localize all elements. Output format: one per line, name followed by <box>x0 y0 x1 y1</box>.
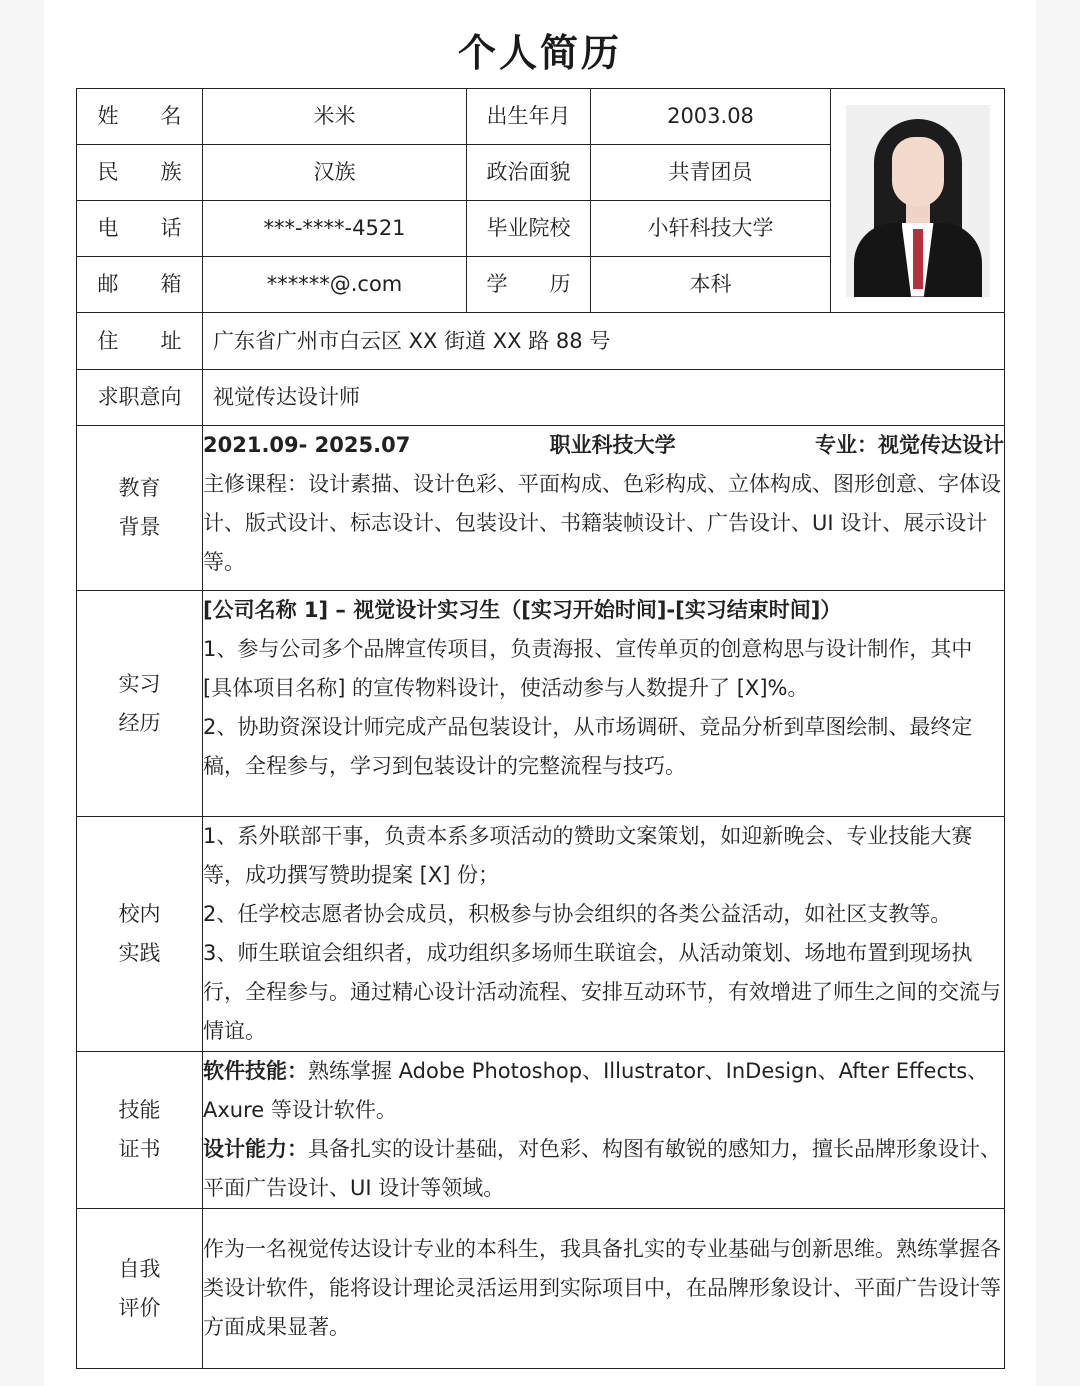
internship-label <box>77 591 203 817</box>
political-value: 共青团员 <box>591 145 831 201</box>
intent-value: 视觉传达设计师 <box>203 370 1005 426</box>
political-label: 政治面貌 <box>467 145 591 201</box>
resume-table <box>76 88 1005 1369</box>
internship-header: [公司名称 1] – 视觉设计实习生（[实习开始时间]-[实习结束时间]） <box>203 598 842 622</box>
birth-value: 2003.08 <box>591 89 831 145</box>
internship-label-line-1: 实习 <box>118 671 161 696</box>
ethnic-value: 汉族 <box>203 145 467 201</box>
table-row <box>77 817 1005 1052</box>
campus-item-1: 1、系外联部干事，负责本系多项活动的赞助文案策划，如迎新晚会、专业技能大赛等，成功撰写赞助提案 [X] 份； <box>203 824 973 887</box>
design-skills-text: 具备扎实的设计基础，对色彩、构图有敏锐的感知力，擅长品牌形象设计、平面广告设计、UI 设计等领域。 <box>203 1137 1001 1200</box>
design-skills <box>203 1130 1004 1208</box>
software-skills <box>203 1052 1004 1130</box>
birth-label: 出生年月 <box>467 89 591 145</box>
self-eval-label-line-1: 自我 <box>118 1256 161 1281</box>
campus-content <box>203 817 1005 1052</box>
photo-face <box>892 137 944 207</box>
table-row <box>77 1052 1005 1209</box>
table-row <box>77 591 1005 817</box>
degree-label: 学 历 <box>467 257 591 313</box>
campus-item-2: 2、任学校志愿者协会成员，积极参与协会组织的各类公益活动，如社区支教等。 <box>203 902 952 926</box>
campus-label-line-1: 校内 <box>118 902 161 926</box>
software-skills-text: 熟练掌握 Adobe Photoshop、Illustrator、InDesign、After Effects、Axure 等设计软件。 <box>203 1059 989 1122</box>
table-row <box>77 370 1005 426</box>
education-header <box>203 426 1004 465</box>
campus-item-3: 3、师生联谊会组织者，成功组织多场师生联谊会，从活动策划、场地布置到现场执行，全程参与。通过精心设计活动流程、安排互动环节，有效增进了师生之间的交流与情谊。 <box>203 941 1001 1043</box>
self-eval-label <box>77 1209 203 1369</box>
table-row <box>77 89 1005 145</box>
education-label-line-2: 背景 <box>118 515 161 539</box>
address-value: 广东省广州市白云区 XX 街道 XX 路 88 号 <box>203 313 1005 370</box>
phone-value: ***-****-4521 <box>203 201 467 257</box>
campus-label-line-2: 实践 <box>118 941 161 965</box>
internship-item-1: 1、参与公司多个品牌宣传项目，负责海报、宣传单页的创意构思与设计制作，其中 [具体项目名称] 的宣传物料设计，使活动参与人数提升了 [X]%。 <box>203 637 973 700</box>
school-value: 小轩科技大学 <box>591 201 831 257</box>
email-value: ******@.com <box>203 257 467 313</box>
skills-label-line-1: 技能 <box>118 1098 161 1122</box>
intent-label: 求职意向 <box>77 370 203 426</box>
education-school: 职业科技大学 <box>549 433 676 457</box>
skills-label <box>77 1052 203 1209</box>
education-period: 2021.09- 2025.07 <box>203 433 411 457</box>
education-major: 专业：视觉传达设计 <box>814 433 1004 457</box>
software-skills-label: 软件技能： <box>203 1059 308 1083</box>
internship-content <box>203 591 1005 817</box>
skills-content <box>203 1052 1005 1209</box>
photo-cell <box>831 89 1005 313</box>
address-label: 住 址 <box>77 313 203 370</box>
email-label: 邮 箱 <box>77 257 203 313</box>
self-eval-content <box>203 1209 1005 1369</box>
education-label-line-1: 教育 <box>118 476 161 500</box>
campus-label <box>77 817 203 1052</box>
profile-photo <box>846 105 990 297</box>
design-skills-label: 设计能力： <box>203 1137 308 1161</box>
name-label: 姓 名 <box>77 89 203 145</box>
table-row <box>77 1209 1005 1369</box>
self-eval-label-line-2: 评价 <box>118 1295 161 1320</box>
ethnic-label: 民 族 <box>77 145 203 201</box>
photo-tie <box>913 229 923 289</box>
name-value: 米米 <box>203 89 467 145</box>
degree-value: 本科 <box>591 257 831 313</box>
table-row <box>77 313 1005 370</box>
table-row <box>77 426 1005 591</box>
internship-label-line-2: 经历 <box>118 710 161 735</box>
school-label: 毕业院校 <box>467 201 591 257</box>
phone-label: 电 话 <box>77 201 203 257</box>
internship-item-2: 2、协助资深设计师完成产品包装设计，从市场调研、竞品分析到草图绘制、最终定稿，全程参与，学习到包装设计的完整流程与技巧。 <box>203 715 973 778</box>
skills-label-line-2: 证书 <box>118 1137 161 1161</box>
education-courses: 主修课程：设计素描、设计色彩、平面构成、色彩构成、立体构成、图形创意、字体设计、版式设计、标志设计、包装设计、书籍装帧设计、广告设计、UI 设计、展示设计等。 <box>203 472 1001 574</box>
self-eval-text: 作为一名视觉传达设计专业的本科生，我具备扎实的专业基础与创新思维。熟练掌握各类设计软件，能将设计理论灵活运用到实际项目中，在品牌形象设计、平面广告设计等方面成果显著。 <box>203 1237 1001 1339</box>
education-label <box>77 426 203 591</box>
education-content <box>203 426 1005 591</box>
page-title: 个人简历 <box>457 31 622 75</box>
